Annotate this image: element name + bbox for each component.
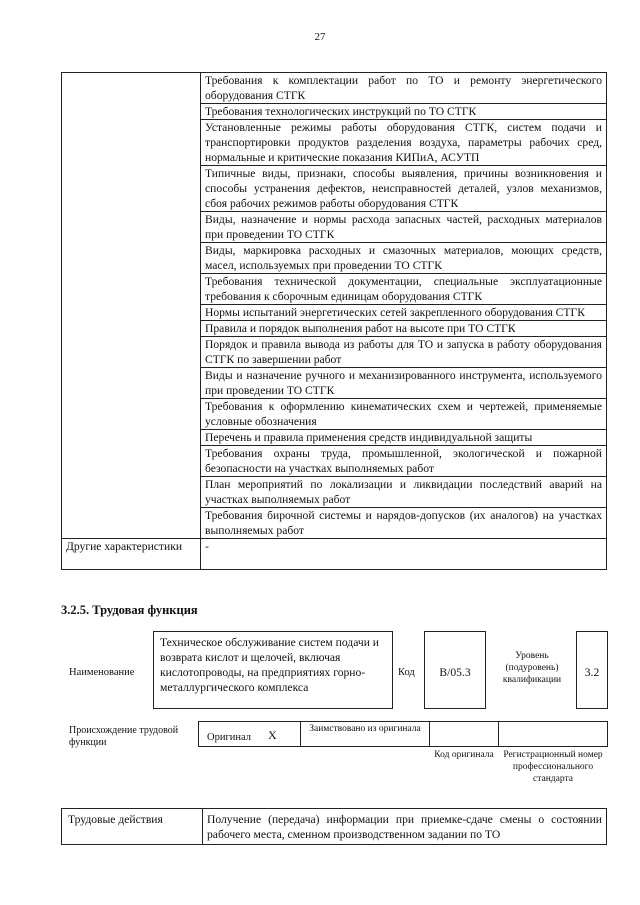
action-item: Получение (передача) информации при приемке-сдаче смены о состоянии рабочего места, сменном производственном задании по ТО bbox=[203, 809, 607, 845]
level-value: 3.2 bbox=[584, 666, 600, 679]
code-label: Код bbox=[398, 667, 415, 678]
origin-label: Происхождение трудовой функции bbox=[69, 725, 179, 748]
table-row bbox=[62, 539, 607, 570]
original-mark: X bbox=[268, 728, 277, 742]
labor-actions-table bbox=[61, 808, 607, 845]
name-label: Наименование bbox=[69, 667, 135, 678]
requirement-item: Виды, маркировка расходных и смазочных материалов, моющих средств, масел, используемых при проведении ТО СТГК bbox=[201, 243, 607, 274]
code-box bbox=[424, 631, 486, 709]
function-name-box bbox=[153, 631, 393, 709]
requirement-item: Виды и назначение ручного и механизированного инструмента, используемого при проведении ТО СТГК bbox=[201, 368, 607, 399]
level-box bbox=[576, 631, 608, 709]
origin-code-caption: Код оригинала bbox=[434, 750, 494, 760]
requirement-item: Требования к оформлению кинематических схем и чертежей, применяемые условные обозначения bbox=[201, 399, 607, 430]
code-value: B/05.3 bbox=[439, 666, 471, 679]
requirement-item: Требования к комплектации работ по ТО и ремонту энергетического оборудования СТГК bbox=[201, 73, 607, 104]
borrowed-label: Заимствовано из оригинала bbox=[309, 724, 421, 734]
requirement-item: Правила и порядок выполнения работ на высоте при ТО СТГК bbox=[201, 321, 607, 337]
section-title: 3.2.5. Трудовая функция bbox=[61, 603, 198, 617]
actions-label: Трудовые действия bbox=[62, 809, 203, 845]
requirement-item: Виды, назначение и нормы расхода запасных частей, расходных материалов при проведении ТО СТГК bbox=[201, 212, 607, 243]
other-characteristics-value: - bbox=[201, 539, 607, 570]
requirement-item: Нормы испытаний энергетических сетей закрепленного оборудования СТГК bbox=[201, 305, 607, 321]
requirement-item: Типичные виды, признаки, способы выявления, причины возникновения и способы устранения дефектов, неисправностей деталей, узлов механизмов, сбоя рабочих режимов работы оборудования СТГК bbox=[201, 166, 607, 212]
requirement-item: Порядок и правила вывода из работы для ТО и запуска в работу оборудования СТГК по завершении работ bbox=[201, 337, 607, 368]
requirement-item: Установленные режимы работы оборудования СТГК, систем подачи и транспортировки продуктов разделения воздуха, параметры рабочих сред, нормальные и критические показания КИПиА, АСУТП bbox=[201, 120, 607, 166]
level-label: Уровень (подуровень) квалификации bbox=[502, 651, 562, 685]
requirement-item: Перечень и правила применения средств индивидуальной защиты bbox=[201, 430, 607, 446]
requirement-item: Требования бирочной системы и нарядов-допусков (их аналогов) на участках выполняемых работ bbox=[201, 508, 607, 539]
page-number: 27 bbox=[314, 31, 326, 43]
requirements-label-cell bbox=[62, 73, 201, 539]
registration-caption: Регистрационный номер профессионального стандарта bbox=[503, 750, 603, 784]
requirement-item: Требования технологических инструкций по ТО СТГК bbox=[201, 104, 607, 120]
table-row bbox=[62, 809, 607, 845]
requirement-item: Требования охраны труда, промышленной, экологической и пожарной безопасности на участках выполняемых работ bbox=[201, 446, 607, 477]
original-label: Оригинал bbox=[207, 732, 251, 743]
requirement-item: План мероприятий по локализации и ликвидации последствий аварий на участках выполняемых работ bbox=[201, 477, 607, 508]
function-name: Техническое обслуживание систем подачи и возврата кислот и щелочей, включая кислотопроводы, на предприятиях горно-металлургического комплекса bbox=[160, 636, 380, 694]
requirement-item: Требования технической документации, специальные эксплуатационные требования к сборочным единицам оборудования СТГК bbox=[201, 274, 607, 305]
requirements-table bbox=[61, 72, 607, 570]
other-characteristics-label: Другие характеристики bbox=[62, 539, 201, 570]
table-row bbox=[62, 73, 607, 104]
